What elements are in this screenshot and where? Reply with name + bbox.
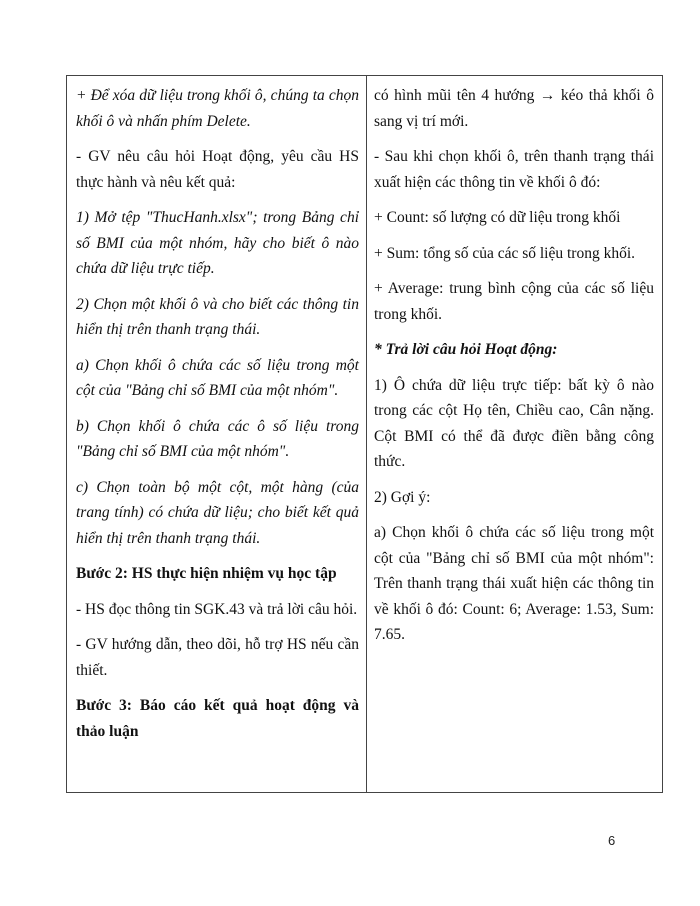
paragraph: a) Chọn khối ô chứa các số liệu trong một cột của "Bảng chỉ số BMI của một nhóm": Trên thanh trạng thái xuất hiện các thông tin về khối ô đó: Count: 6; Average: 1.53, Sum: 7.65. xyxy=(374,524,654,643)
paragraph: + Average: trung bình cộng của các số liệu trong khối. xyxy=(374,280,654,323)
page-number: 6 xyxy=(608,833,616,848)
step-heading: Bước 2: HS thực hiện nhiệm vụ học tập xyxy=(76,565,337,582)
paragraph: - HS đọc thông tin SGK.43 và trả lời câu hỏi. xyxy=(76,600,358,618)
paragraph: a) Chọn khối ô chứa các số liệu trong một cột của "Bảng chỉ số BMI của một nhóm". xyxy=(76,356,359,399)
paragraph: + Sum: tổng số của các số liệu trong khối. xyxy=(374,244,636,262)
paragraph: c) Chọn toàn bộ một cột, một hàng (của trang tính) có chứa dữ liệu; cho biết kết quả hiển thị trên thanh trạng thái. xyxy=(76,478,359,547)
paragraph: 1) Ô chứa dữ liệu trực tiếp: bất kỳ ô nào trong các cột Họ tên, Chiều cao, Cân nặng. Cột BMI có thể đã được điền bằng công thức. xyxy=(374,376,654,470)
answer-heading: * Trả lời câu hỏi Hoạt động: xyxy=(374,341,558,358)
paragraph: b) Chọn khối ô chứa các ô số liệu trong "Bảng chỉ số BMI của một nhóm". xyxy=(76,417,359,460)
paragraph: - GV nêu câu hỏi Hoạt động, yêu cầu HS thực hành và nêu kết quả: xyxy=(76,148,359,191)
left-column xyxy=(67,76,367,792)
content-table xyxy=(66,75,663,793)
paragraph: - GV hướng dẫn, theo dõi, hỗ trợ HS nếu cần thiết. xyxy=(76,636,359,679)
paragraph: + Count: số lượng có dữ liệu trong khối xyxy=(374,209,621,226)
paragraph: 2) Chọn một khối ô và cho biết các thông tin hiển thị trên thanh trạng thái. xyxy=(76,295,359,338)
paragraph: + Để xóa dữ liệu trong khối ô, chúng ta chọn khối ô và nhấn phím Delete. xyxy=(76,87,359,130)
paragraph: 2) Gợi ý: xyxy=(374,488,431,506)
step-heading: Bước 3: Báo cáo kết quả hoạt động và thảo luận xyxy=(76,697,359,740)
paragraph: 1) Mở tệp "ThucHanh.xlsx"; trong Bảng chỉ số BMI của một nhóm, hãy cho biết ô nào chứa dữ liệu trực tiếp. xyxy=(76,209,359,277)
paragraph: - Sau khi chọn khối ô, trên thanh trạng thái xuất hiện các thông tin về khối ô đó: xyxy=(374,148,654,191)
right-column xyxy=(367,76,662,792)
paragraph: có hình mũi tên 4 hướng → kéo thả khối ô sang vị trí mới. xyxy=(374,87,654,130)
